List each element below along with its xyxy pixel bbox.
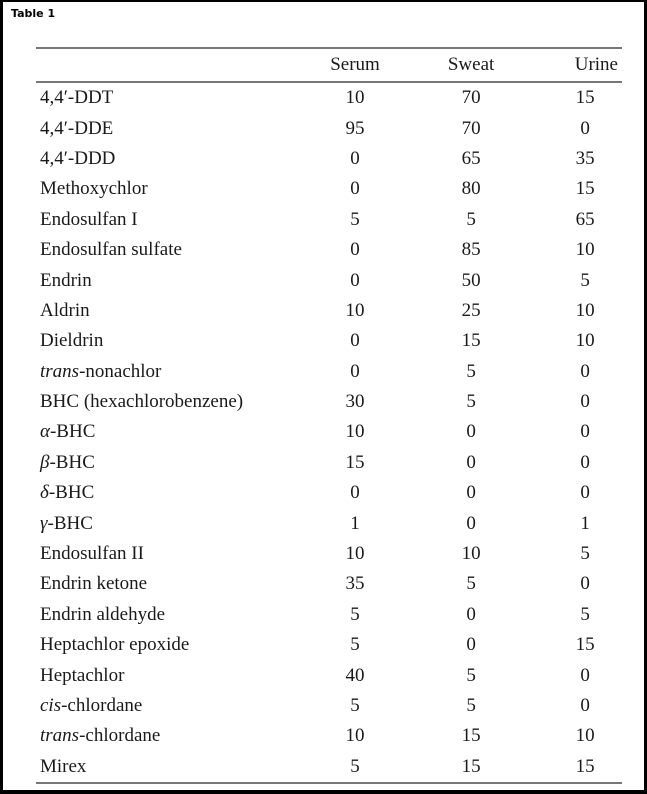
compound-name <box>36 721 304 751</box>
compound-name <box>36 144 304 174</box>
urine-value: 0 <box>580 695 590 716</box>
compound-label: Endrin ketone <box>40 573 148 595</box>
sweat-value: 5 <box>466 391 476 413</box>
table-row <box>36 600 622 630</box>
compound-label: Endosulfan sulfate <box>40 239 182 261</box>
compound-name <box>36 691 304 721</box>
table-row <box>36 235 622 265</box>
serum-value: 5 <box>350 695 360 716</box>
table-row <box>36 539 622 569</box>
sweat-value: 5 <box>466 360 476 382</box>
table-row <box>36 752 622 783</box>
sweat-value: 0 <box>466 603 476 625</box>
urine-value: 0 <box>580 117 590 139</box>
compound-label: -nonachlor <box>79 360 162 382</box>
table-row <box>36 326 622 356</box>
sweat-value: 0 <box>466 634 476 656</box>
urine-value: 5 <box>580 603 590 625</box>
compound-name <box>36 174 304 204</box>
urine-value: 35 <box>575 147 595 169</box>
table-row <box>36 630 622 660</box>
serum-value: 35 <box>345 573 365 595</box>
compound-label: Heptachlor <box>40 664 125 686</box>
compound-label: BHC (hexachlorobenzene) <box>40 391 244 413</box>
urine-value: 15 <box>575 87 595 109</box>
table-row <box>36 174 622 204</box>
compound-name <box>36 113 304 143</box>
serum-value: 95 <box>345 117 365 139</box>
table-row <box>36 417 622 447</box>
serum-value: 10 <box>345 725 365 747</box>
sweat-value: 0 <box>466 512 476 534</box>
sweat-value: 5 <box>466 208 476 230</box>
serum-value: 5 <box>350 603 360 625</box>
serum-value: 10 <box>345 421 365 443</box>
sweat-value: 15 <box>461 330 481 352</box>
sweat-value: 0 <box>466 421 476 443</box>
compound-label: -chlordane <box>61 695 143 716</box>
compound-label: Methoxychlor <box>40 178 148 200</box>
sweat-value: 5 <box>466 695 476 716</box>
compound-label: 4,4′-DDD <box>40 147 116 169</box>
data-table <box>36 47 622 784</box>
serum-value: 0 <box>350 330 360 352</box>
compound-label: Endosulfan I <box>40 208 138 230</box>
sweat-value: 15 <box>461 725 481 747</box>
serum-value: 40 <box>345 664 365 686</box>
compound-name <box>36 296 304 326</box>
compound-label: 4,4′-DDE <box>40 117 114 139</box>
table-row <box>36 691 622 721</box>
sweat-value: 15 <box>406 752 536 783</box>
urine-value: 0 <box>580 482 590 504</box>
urine-value: 15 <box>575 178 595 200</box>
compound-name <box>36 600 304 630</box>
sweat-value: 85 <box>461 239 481 261</box>
serum-value: 5 <box>350 634 360 656</box>
compound-name <box>36 326 304 356</box>
compound-prefix: trans <box>40 725 80 747</box>
table-row <box>36 448 622 478</box>
urine-value: 10 <box>575 299 595 321</box>
sweat-value: 10 <box>461 543 481 565</box>
compound-label: Mirex <box>40 755 87 777</box>
urine-value: 10 <box>575 725 595 747</box>
table-row <box>36 144 622 174</box>
sweat-value: 70 <box>461 117 481 139</box>
urine-value: 65 <box>575 208 595 230</box>
compound-name <box>36 539 304 569</box>
compound-name <box>36 265 304 295</box>
header-row <box>36 48 622 82</box>
compound-label: -BHC <box>48 482 95 504</box>
sweat-value: 70 <box>461 87 481 109</box>
compound-prefix: β <box>40 451 50 473</box>
compound-label: Heptachlor epoxide <box>40 634 190 656</box>
column-header-urine: Urine <box>536 48 622 82</box>
urine-value: 0 <box>580 573 590 595</box>
compound-name <box>36 448 304 478</box>
serum-value: 10 <box>345 299 365 321</box>
sweat-value: 0 <box>466 482 476 504</box>
compound-label: -chlordane <box>79 725 161 747</box>
urine-value: 15 <box>536 752 622 783</box>
serum-value: 15 <box>345 451 365 473</box>
compound-label: Aldrin <box>40 299 90 321</box>
sweat-value: 80 <box>461 178 481 200</box>
sweat-value: 5 <box>466 573 476 595</box>
urine-value: 15 <box>575 634 595 656</box>
sweat-value: 25 <box>461 299 481 321</box>
table-row <box>36 660 622 690</box>
serum-value: 10 <box>345 543 365 565</box>
compound-name <box>36 569 304 599</box>
compound-name <box>36 205 304 235</box>
compound-name <box>36 82 304 113</box>
compound-label: -BHC <box>47 512 93 534</box>
sweat-value: 50 <box>461 269 481 291</box>
compound-label: -BHC <box>49 421 96 443</box>
compound-prefix: δ <box>40 482 49 504</box>
table-title: Table 1 <box>11 7 56 20</box>
column-header-serum: Serum <box>304 48 406 82</box>
compound-name <box>36 508 304 538</box>
compound-label: 4,4′-DDT <box>40 87 114 109</box>
urine-value: 0 <box>580 421 590 443</box>
serum-value: 0 <box>350 360 360 382</box>
compound-prefix: trans <box>40 360 80 382</box>
serum-value: 0 <box>350 178 360 200</box>
sweat-value: 5 <box>466 664 476 686</box>
serum-value: 1 <box>350 512 360 534</box>
table-row <box>36 265 622 295</box>
urine-value: 10 <box>575 239 595 261</box>
serum-value: 0 <box>350 482 360 504</box>
compound-label: Endrin aldehyde <box>40 603 166 625</box>
table-row <box>36 508 622 538</box>
table-row <box>36 113 622 143</box>
compound-label: -BHC <box>49 451 95 473</box>
table-row <box>36 205 622 235</box>
compound-name <box>36 630 304 660</box>
serum-value: 0 <box>350 269 360 291</box>
compound-label: Endrin <box>40 269 92 291</box>
serum-value: 5 <box>304 752 406 783</box>
compound-name <box>36 752 304 783</box>
compound-label: Dieldrin <box>40 330 104 352</box>
column-header-sweat: Sweat <box>406 48 536 82</box>
compound-name <box>36 357 304 387</box>
compound-name <box>36 660 304 690</box>
compound-prefix: γ <box>40 512 48 534</box>
compound-prefix: α <box>40 421 50 443</box>
urine-value: 0 <box>580 360 590 382</box>
compound-label: Endosulfan II <box>40 543 144 565</box>
urine-value: 10 <box>575 330 595 352</box>
table-row <box>36 478 622 508</box>
compound-name <box>36 387 304 417</box>
compound-name <box>36 417 304 447</box>
table-row <box>36 296 622 326</box>
table-row <box>36 569 622 599</box>
compound-prefix: cis <box>40 695 62 716</box>
table-row <box>36 82 622 113</box>
serum-value: 10 <box>345 87 365 109</box>
urine-value: 1 <box>580 512 590 534</box>
serum-value: 30 <box>345 391 365 413</box>
table-row <box>36 357 622 387</box>
serum-value: 0 <box>350 147 360 169</box>
compound-name <box>36 478 304 508</box>
sweat-value: 0 <box>466 451 476 473</box>
table-row <box>36 721 622 751</box>
serum-value: 0 <box>350 239 360 261</box>
serum-value: 5 <box>350 208 360 230</box>
urine-value: 0 <box>580 391 590 413</box>
urine-value: 0 <box>580 664 590 686</box>
table-row <box>36 387 622 417</box>
compound-name <box>36 235 304 265</box>
sweat-value: 65 <box>461 147 481 169</box>
urine-value: 5 <box>580 543 590 565</box>
column-header-compound <box>36 48 304 82</box>
urine-value: 5 <box>580 269 590 291</box>
urine-value: 0 <box>580 451 590 473</box>
